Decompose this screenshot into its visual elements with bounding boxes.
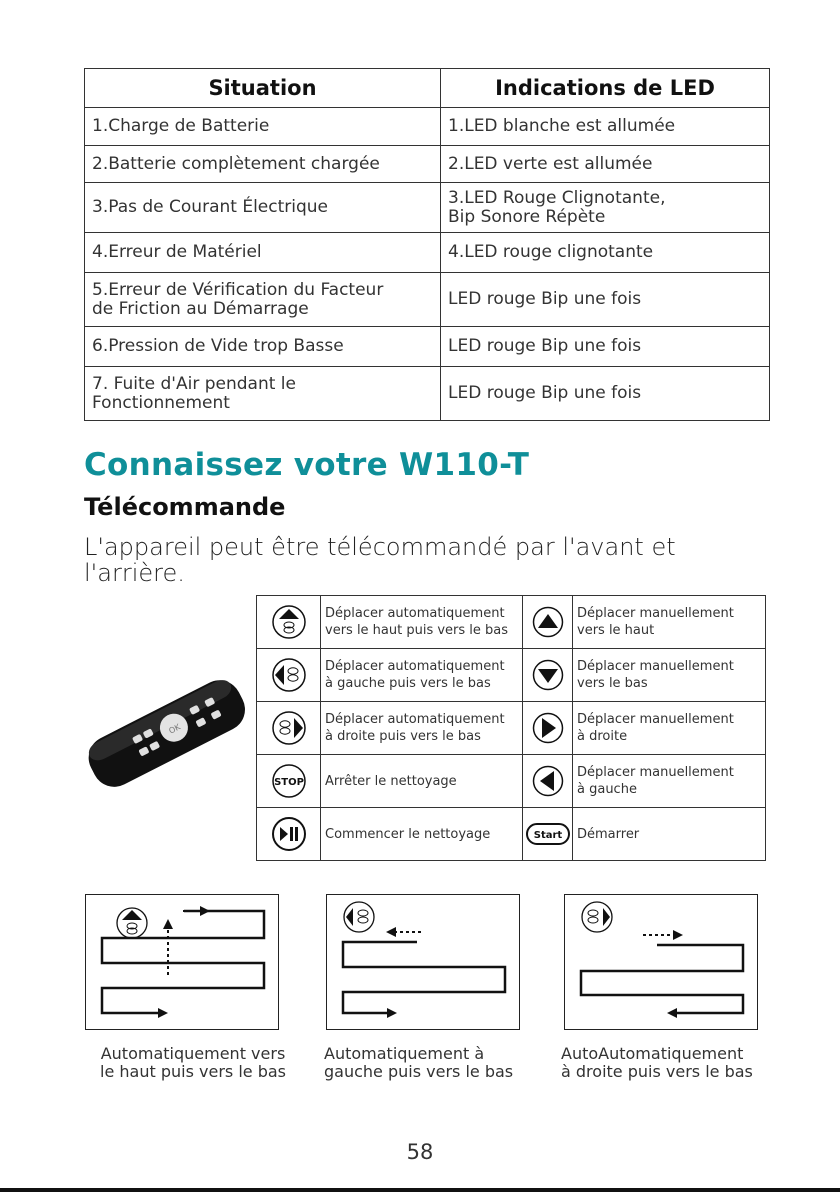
table-row — [257, 702, 766, 755]
page-bottom-rule — [0, 1188, 840, 1192]
auto-right-button[interactable] — [257, 702, 321, 755]
diagram-auto-right — [564, 894, 758, 1030]
header-situation: Situation — [85, 69, 441, 108]
table-row — [85, 273, 770, 327]
table-row — [85, 146, 770, 183]
auto-left-icon — [271, 657, 307, 693]
auto-left-icon — [344, 902, 374, 932]
function-label: Déplacer automatiquement vers le haut puis vers le bas — [321, 596, 523, 649]
table-row — [85, 233, 770, 273]
led-table-header-row — [85, 69, 770, 108]
section-heading: Connaissez votre W110-T — [84, 447, 530, 483]
function-label: Déplacer automatiquement à droite puis vers le bas — [321, 702, 523, 755]
auto-right-icon — [582, 902, 612, 932]
table-row — [257, 755, 766, 808]
situation-cell: 3.Pas de Courant Électrique — [85, 183, 441, 233]
function-label: Démarrer — [573, 808, 766, 861]
function-label: Arrêter le nettoyage — [321, 755, 523, 808]
stop-label: STOP — [273, 777, 304, 788]
arrow-right-icon — [532, 712, 564, 744]
intro-text: L'appareil peut être télécommandé par l'avant et l'arrière. — [84, 533, 676, 587]
manual-up-button[interactable] — [523, 596, 573, 649]
manual-down-button[interactable] — [523, 649, 573, 702]
auto-left-button[interactable] — [257, 649, 321, 702]
section-subheading: Télécommande — [84, 493, 286, 521]
diagram-caption: Automatiquement vers le haut puis vers le bas — [100, 1044, 286, 1081]
start-icon — [526, 821, 570, 847]
arrow-left-icon — [532, 765, 564, 797]
header-indications: Indications de LED — [441, 69, 770, 108]
auto-right-icon — [271, 710, 307, 746]
page-number: 58 — [406, 1140, 434, 1164]
table-row — [85, 367, 770, 421]
situation-cell: 2.Batterie complètement chargée — [85, 146, 441, 183]
indication-cell: 4.LED rouge clignotante — [441, 233, 770, 273]
indication-cell: 1.LED blanche est allumée — [441, 108, 770, 146]
indication-cell: LED rouge Bip une fois — [441, 273, 770, 327]
indication-cell: 2.LED verte est allumée — [441, 146, 770, 183]
auto-up-icon — [271, 604, 307, 640]
manual-left-button[interactable] — [523, 755, 573, 808]
arrow-up-icon — [532, 606, 564, 638]
function-label: Déplacer manuellement vers le haut — [573, 596, 766, 649]
function-label: Déplacer manuellement à gauche — [573, 755, 766, 808]
situation-cell: 5.Erreur de Vérification du Facteur de Friction au Démarrage — [85, 273, 441, 327]
function-label: Déplacer manuellement vers le bas — [573, 649, 766, 702]
start-label: Start — [533, 830, 562, 841]
diagram-caption: AutoAutomatiquement à droite puis vers le bas — [561, 1044, 753, 1081]
auto-up-icon — [117, 908, 147, 938]
manual-right-button[interactable] — [523, 702, 573, 755]
table-row — [257, 808, 766, 861]
auto-up-button[interactable] — [257, 596, 321, 649]
table-row — [85, 108, 770, 146]
remote-control-image — [80, 650, 250, 800]
diagram-auto-up — [85, 894, 279, 1030]
play-pause-icon — [271, 816, 307, 852]
arrow-down-icon — [532, 659, 564, 691]
table-row — [85, 183, 770, 233]
situation-cell: 4.Erreur de Matériel — [85, 233, 441, 273]
indication-cell: 3.LED Rouge Clignotante, Bip Sonore Répète — [441, 183, 770, 233]
start-button[interactable] — [523, 808, 573, 861]
table-row — [85, 327, 770, 367]
function-label: Déplacer automatiquement à gauche puis vers le bas — [321, 649, 523, 702]
indication-cell: LED rouge Bip une fois — [441, 367, 770, 421]
diagram-auto-left — [326, 894, 520, 1030]
stop-icon — [271, 763, 307, 799]
diagram-caption: Automatiquement à gauche puis vers le bas — [324, 1044, 514, 1081]
situation-cell: 7. Fuite d'Air pendant le Fonctionnement — [85, 367, 441, 421]
situation-cell: 1.Charge de Batterie — [85, 108, 441, 146]
play-pause-button[interactable] — [257, 808, 321, 861]
led-indications-table — [84, 68, 770, 421]
table-row — [257, 596, 766, 649]
function-label: Déplacer manuellement à droite — [573, 702, 766, 755]
table-row — [257, 649, 766, 702]
situation-cell: 6.Pression de Vide trop Basse — [85, 327, 441, 367]
remote-functions-table — [256, 595, 766, 861]
remote-ok-label: OK — [167, 722, 182, 736]
indication-cell: LED rouge Bip une fois — [441, 327, 770, 367]
function-label: Commencer le nettoyage — [321, 808, 523, 861]
stop-button[interactable] — [257, 755, 321, 808]
